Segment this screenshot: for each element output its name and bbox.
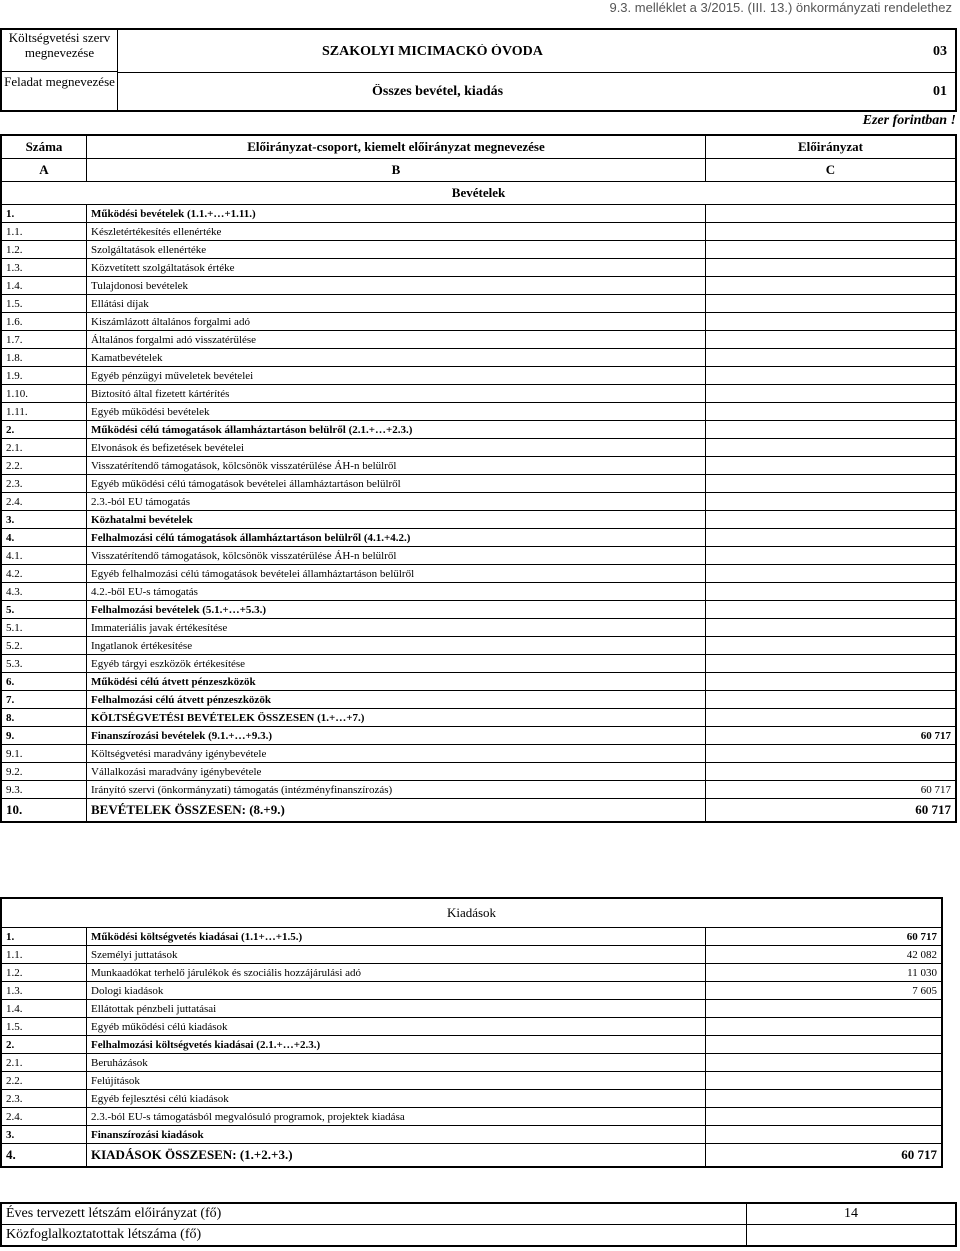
row-number: 2.1.: [1, 439, 87, 457]
col-amount-header: Előirányzat: [706, 135, 957, 159]
table-row: [1, 457, 956, 475]
row-number: 5.2.: [1, 637, 87, 655]
row-number: 9.2.: [1, 763, 87, 781]
task-code: 01: [933, 84, 947, 99]
currency-unit: Ezer forintban !: [862, 113, 956, 128]
row-number: 9.: [1, 727, 87, 745]
table-row: [1, 205, 956, 223]
row-name: Működési célú átvett pénzeszközök: [87, 673, 706, 691]
row-name: Egyéb fejlesztési célú kiadások: [87, 1090, 706, 1108]
table-row: [1, 223, 956, 241]
table-row: [1, 403, 956, 421]
row-value: 7 605: [706, 982, 943, 1000]
row-name: Tulajdonosi bevételek: [87, 277, 706, 295]
table-row: [1, 277, 956, 295]
row-number: 1.2.: [1, 964, 87, 982]
table-row: [1, 529, 956, 547]
row-number: 4.2.: [1, 565, 87, 583]
row-value: [706, 745, 957, 763]
row-number: 2.1.: [1, 1054, 87, 1072]
row-number: 8.: [1, 709, 87, 727]
row-number: 1.7.: [1, 331, 87, 349]
row-name: Működési célú támogatások államháztartáson belülről (2.1.+…+2.3.): [87, 421, 706, 439]
table-row: [1, 511, 956, 529]
row-name: Személyi juttatások: [87, 946, 706, 964]
staff-planned-row: [1, 1203, 956, 1225]
row-value: [706, 655, 957, 673]
table-row: [1, 583, 956, 601]
row-name: BEVÉTELEK ÖSSZESEN: (8.+9.): [87, 799, 706, 823]
row-number: 5.: [1, 601, 87, 619]
column-header-row: [1, 135, 956, 159]
table-row: [1, 781, 956, 799]
row-name: Egyéb működési célú kiadások: [87, 1018, 706, 1036]
row-name: Ellátási díjak: [87, 295, 706, 313]
table-row: [1, 1126, 942, 1144]
header-label-column: [2, 30, 118, 110]
header-box: [0, 28, 957, 112]
table-row: [1, 1000, 942, 1018]
row-name: KÖLTSÉGVETÉSI BEVÉTELEK ÖSSZESEN (1.+…+7.): [87, 709, 706, 727]
table-row: [1, 709, 956, 727]
col-letter-c: C: [706, 159, 957, 182]
row-value: 11 030: [706, 964, 943, 982]
row-number: 2.: [1, 1036, 87, 1054]
row-value: [706, 763, 957, 781]
staff-public-work-label: Közfoglalkoztatottak létszáma (fő): [1, 1225, 747, 1247]
row-name: Visszatérítendő támogatások, kölcsönök visszatérülése ÁH-n belülről: [87, 547, 706, 565]
row-number: 1.4.: [1, 1000, 87, 1018]
row-name: Általános forgalmi adó visszatérülése: [87, 331, 706, 349]
row-number: 1.1.: [1, 946, 87, 964]
table-row: [1, 385, 956, 403]
table-row: [1, 727, 956, 745]
row-name: Egyéb működési bevételek: [87, 403, 706, 421]
row-name: Felhalmozási bevételek (5.1.+…+5.3.): [87, 601, 706, 619]
row-value: [706, 223, 957, 241]
row-number: 2.4.: [1, 1108, 87, 1126]
table-row: [1, 349, 956, 367]
table-row: [1, 493, 956, 511]
row-number: 1.10.: [1, 385, 87, 403]
table-row: [1, 295, 956, 313]
table-row: [1, 565, 956, 583]
row-name: Egyéb működési célú támogatások bevételei államháztartáson belülről: [87, 475, 706, 493]
table-row: [1, 475, 956, 493]
row-value: [706, 403, 957, 421]
row-name: Közhatalmi bevételek: [87, 511, 706, 529]
row-value: [706, 1000, 943, 1018]
row-value: [706, 349, 957, 367]
row-value: [706, 457, 957, 475]
row-name: Egyéb felhalmozási célú támogatások bevételei államháztartáson belülről: [87, 565, 706, 583]
row-name: Egyéb tárgyi eszközök értékesítése: [87, 655, 706, 673]
row-name: 2.3.-ból EU támogatás: [87, 493, 706, 511]
table-row: [1, 946, 942, 964]
row-number: 4.: [1, 529, 87, 547]
row-value: [706, 601, 957, 619]
table-row: [1, 259, 956, 277]
row-name: Egyéb pénzügyi műveletek bevételei: [87, 367, 706, 385]
table-row: [1, 1090, 942, 1108]
row-name: Működési bevételek (1.1.+…+1.11.): [87, 205, 706, 223]
table-row: [1, 637, 956, 655]
row-number: 2.3.: [1, 475, 87, 493]
org-name: SZAKOLYI MICIMACKÓ ÓVODA: [322, 44, 543, 59]
row-number: 1.: [1, 928, 87, 946]
row-number: 1.6.: [1, 313, 87, 331]
row-number: 1.5.: [1, 1018, 87, 1036]
annex-title: 9.3. melléklet a 3/2015. (III. 13.) önkormányzati rendelethez: [609, 0, 952, 15]
table-row: [1, 1036, 942, 1054]
table-row: [1, 964, 942, 982]
row-value: 42 082: [706, 946, 943, 964]
row-number: 2.: [1, 421, 87, 439]
row-value: [706, 313, 957, 331]
row-value: 60 717: [706, 799, 957, 823]
table-row: [1, 1018, 942, 1036]
row-name: Kiszámlázott általános forgalmi adó: [87, 313, 706, 331]
table-row: [1, 982, 942, 1000]
row-name: Immateriális javak értékesítése: [87, 619, 706, 637]
table-row: [1, 655, 956, 673]
col-number-header: Száma: [1, 135, 87, 159]
staff-public-work-row: [1, 1225, 956, 1247]
row-name: Ellátottak pénzbeli juttatásai: [87, 1000, 706, 1018]
row-value: [706, 529, 957, 547]
row-number: 2.2.: [1, 457, 87, 475]
revenue-section-row: [1, 182, 956, 205]
row-value: [706, 619, 957, 637]
row-value: [706, 1090, 943, 1108]
row-name: Vállalkozási maradvány igénybevétele: [87, 763, 706, 781]
row-number: 1.9.: [1, 367, 87, 385]
table-row: [1, 439, 956, 457]
row-number: 1.5.: [1, 295, 87, 313]
row-value: [706, 439, 957, 457]
row-number: 7.: [1, 691, 87, 709]
row-number: 5.3.: [1, 655, 87, 673]
table-row: [1, 763, 956, 781]
row-number: 4.3.: [1, 583, 87, 601]
row-number: 2.3.: [1, 1090, 87, 1108]
row-number: 1.11.: [1, 403, 87, 421]
row-number: 9.1.: [1, 745, 87, 763]
row-value: [706, 511, 957, 529]
row-value: [706, 1054, 943, 1072]
row-name: Biztosító által fizetett kártérítés: [87, 385, 706, 403]
row-value: [706, 205, 957, 223]
row-number: 6.: [1, 673, 87, 691]
staff-planned-label: Éves tervezett létszám előirányzat (fő): [1, 1203, 747, 1225]
row-name: Beruházások: [87, 1054, 706, 1072]
expense-section-row: [1, 898, 942, 928]
column-letter-row: [1, 159, 956, 182]
row-number: 4.: [1, 1144, 87, 1168]
row-number: 1.3.: [1, 982, 87, 1000]
table-row: [1, 928, 942, 946]
row-number: 1.: [1, 205, 87, 223]
row-name: Felhalmozási célú támogatások államháztartáson belülről (4.1.+4.2.): [87, 529, 706, 547]
revenue-section-title: Bevételek: [1, 182, 956, 205]
org-label: Költségvetési szerv megnevezése: [2, 30, 117, 72]
row-value: [706, 259, 957, 277]
expense-section-title: Kiadások: [1, 898, 942, 928]
row-value: [706, 493, 957, 511]
table-row: [1, 673, 956, 691]
table-row: [1, 601, 956, 619]
table-row: [1, 1054, 942, 1072]
staff-public-work-value: [747, 1225, 957, 1247]
row-value: [706, 475, 957, 493]
table-row: [1, 313, 956, 331]
row-name: Dologi kiadások: [87, 982, 706, 1000]
row-value: [706, 331, 957, 349]
row-value: [706, 277, 957, 295]
row-number: 1.3.: [1, 259, 87, 277]
row-number: 1.2.: [1, 241, 87, 259]
row-value: [706, 241, 957, 259]
row-name: Költségvetési maradvány igénybevétele: [87, 745, 706, 763]
table-row: [1, 331, 956, 349]
table-row: [1, 1144, 942, 1168]
table-row: [1, 547, 956, 565]
table-row: [1, 241, 956, 259]
table-row: [1, 1108, 942, 1126]
row-number: 2.2.: [1, 1072, 87, 1090]
row-value: [706, 547, 957, 565]
row-name: Szolgáltatások ellenértéke: [87, 241, 706, 259]
row-name: Felhalmozási költségvetés kiadásai (2.1.+…+2.3.): [87, 1036, 706, 1054]
org-code: 03: [933, 44, 947, 59]
row-value: 60 717: [706, 928, 943, 946]
row-number: 3.: [1, 1126, 87, 1144]
row-value: [706, 583, 957, 601]
row-name: KIADÁSOK ÖSSZESEN: (1.+2.+3.): [87, 1144, 706, 1168]
row-name: Közvetített szolgáltatások értéke: [87, 259, 706, 277]
table-row: [1, 367, 956, 385]
expense-table: [0, 897, 943, 1168]
table-row: [1, 421, 956, 439]
row-value: [706, 1036, 943, 1054]
task-name: Összes bevétel, kiadás: [372, 84, 504, 99]
row-number: 1.1.: [1, 223, 87, 241]
row-name: Működési költségvetés kiadásai (1.1+…+1.5.): [87, 928, 706, 946]
table-row: [1, 619, 956, 637]
row-value: [706, 691, 957, 709]
table-row: [1, 799, 956, 823]
row-name: Felhalmozási célú átvett pénzeszközök: [87, 691, 706, 709]
revenue-table: [0, 134, 957, 823]
row-number: 1.8.: [1, 349, 87, 367]
table-row: [1, 691, 956, 709]
staff-planned-value: 14: [747, 1203, 957, 1225]
row-value: 60 717: [706, 727, 957, 745]
row-number: 3.: [1, 511, 87, 529]
table-row: [1, 1072, 942, 1090]
row-value: [706, 295, 957, 313]
row-name: Elvonások és befizetések bevételei: [87, 439, 706, 457]
row-name: Kamatbevételek: [87, 349, 706, 367]
row-value: 60 717: [706, 781, 957, 799]
row-number: 10.: [1, 799, 87, 823]
row-value: [706, 637, 957, 655]
row-value: [706, 1018, 943, 1036]
row-value: [706, 1108, 943, 1126]
row-name: 4.2.-ből EU-s támogatás: [87, 583, 706, 601]
row-name: Irányító szervi (önkormányzati) támogatás (intézményfinanszírozás): [87, 781, 706, 799]
table-row: [1, 745, 956, 763]
row-name: Finanszírozási kiadások: [87, 1126, 706, 1144]
row-value: [706, 565, 957, 583]
row-value: [706, 1126, 943, 1144]
row-name: Felújítások: [87, 1072, 706, 1090]
col-letter-a: A: [1, 159, 87, 182]
row-value: [706, 673, 957, 691]
row-name: Munkaadókat terhelő járulékok és szociális hozzájárulási adó: [87, 964, 706, 982]
col-letter-b: B: [87, 159, 706, 182]
row-name: Visszatérítendő támogatások, kölcsönök visszatérülése ÁH-n belülről: [87, 457, 706, 475]
row-number: 1.4.: [1, 277, 87, 295]
row-value: [706, 367, 957, 385]
row-number: 4.1.: [1, 547, 87, 565]
row-name: Ingatlanok értékesítése: [87, 637, 706, 655]
col-name-header: Előirányzat-csoport, kiemelt előirányzat megnevezése: [87, 135, 706, 159]
row-value: [706, 385, 957, 403]
row-value: [706, 1072, 943, 1090]
staff-table: [0, 1202, 957, 1247]
row-value: [706, 421, 957, 439]
row-value: [706, 709, 957, 727]
row-name: Készletértékesítés ellenértéke: [87, 223, 706, 241]
row-number: 5.1.: [1, 619, 87, 637]
row-name: Finanszírozási bevételek (9.1.+…+9.3.): [87, 727, 706, 745]
row-name: 2.3.-ból EU-s támogatásból megvalósuló programok, projektek kiadása: [87, 1108, 706, 1126]
row-value: 60 717: [706, 1144, 943, 1168]
row-number: 2.4.: [1, 493, 87, 511]
row-number: 9.3.: [1, 781, 87, 799]
task-label: Feladat megnevezése: [4, 74, 115, 89]
